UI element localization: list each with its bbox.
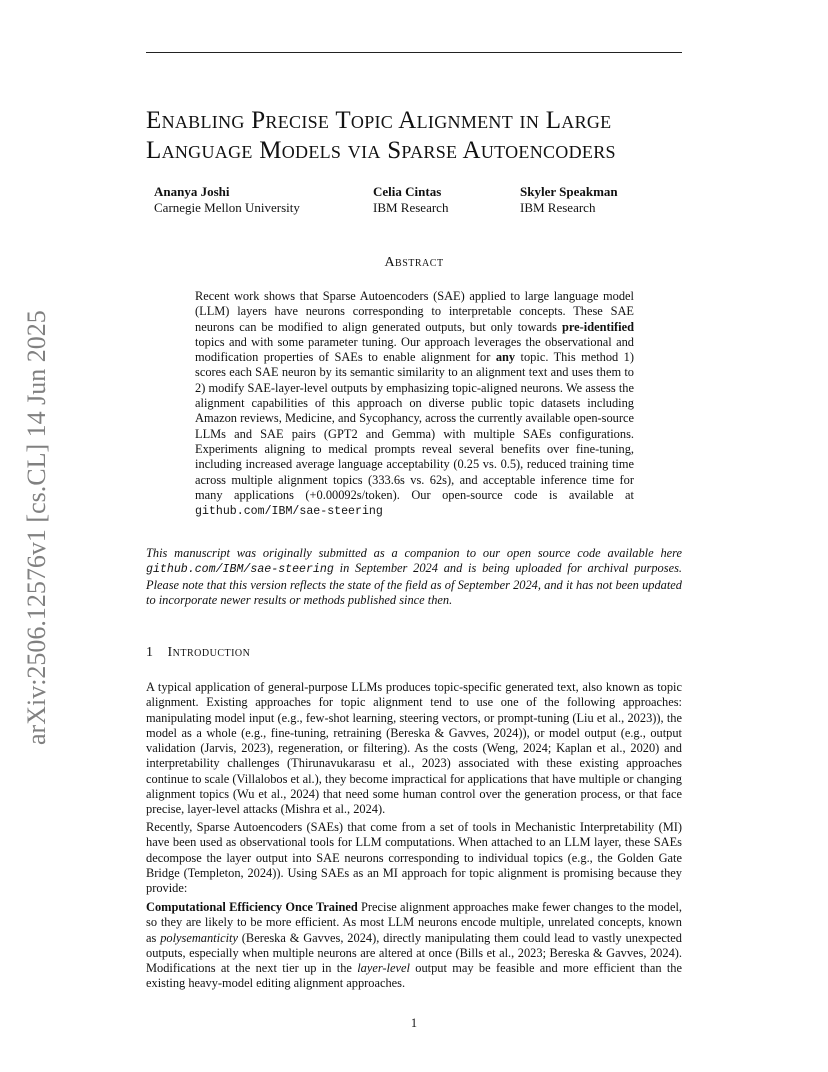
note-text: This manuscript was originally submitted as a companion to our open source code available here xyxy=(146,546,682,560)
paragraph-text: (Bereska & Gavves, 2024), directly manipulating them could lead to vastly unexpected outputs, especially when multiple neurons are altered at once (Bills et al., 2023; Bereska & Gavves, 2024). Modifications at the next tier up in the xyxy=(146,930,682,976)
arxiv-identifier[interactable]: arXiv:2506.12576v1 [cs.CL] 14 Jun 2025 xyxy=(22,310,51,745)
abstract-emphasis: any xyxy=(495,350,516,365)
author-3 xyxy=(520,184,618,216)
author-affiliation: IBM Research xyxy=(373,200,449,215)
abstract-body xyxy=(195,289,634,519)
section-title: Introduction xyxy=(167,645,251,660)
paragraph-run-in-heading: Computational Efficiency Once Trained xyxy=(146,900,358,914)
code-link[interactable]: github.com/IBM/sae-steering xyxy=(146,563,334,577)
author-affiliation: IBM Research xyxy=(520,200,596,215)
author-1 xyxy=(154,184,300,216)
paragraph-text: output may be feasible and more efficient than the existing heavy-model editing alignment approaches. xyxy=(146,961,682,991)
section-number: 1 xyxy=(146,645,154,660)
paragraph: A typical application of general-purpose LLMs produces topic-specific generated text, also known as topic alignment. Existing approaches for topic alignment tend to use one of the following approaches: manipulating model input (e.g., few-shot learning, steering vectors, or prompt-tuning (Liu et al., 2023)), the model as a whole (e.g., fine-tuning, retraining (Bereska & Gavves, 2024)), or model output (e.g., output validation (Jarvis, 2023), regeneration, or filtering). As the costs (Weng, 2024; Kaplan et al., 2020) and interpretability challenges (Thirunavukarasu et al., 2023) associated with these existing approaches continue to scale (Villalobos et al.), they become impractical for applications that have multiple or changing alignment topics (Wu et al., 2024) that need some human control over the generation process, or that face precise, layer-level attacks (Mishra et al., 2024). xyxy=(146,680,682,817)
abstract-text: topics and with some parameter tuning. Our approach leverages the observational and modification properties of SAEs to enable alignment for xyxy=(195,334,634,365)
paragraph xyxy=(146,900,682,992)
code-link[interactable]: github.com/IBM/sae-steering xyxy=(195,505,383,519)
abstract-text: topic. This method 1) scores each SAE neuron by its semantic similarity to an alignment text and uses them to 2) modify SAE-layer-level outputs by emphasizing topic-aligned neurons. We assess the alignment capabilities of this approach on diverse public topic datasets including Amazon reviews, Medicine, and Sycophancy, across the currently available open-source LLMs and SAE pairs (GPT2 and Gemma) with multiple SAEs configurations. Experiments aligning to medical prompts reveal several benefits over fine-tuning, including increased average language acceptability (0.25 vs. 0.5), reduced training time across multiple alignment topics (333.6s vs. 62s), and acceptable inference time for many applications (+0.00092s/token). Our open-source code is available at xyxy=(195,350,634,502)
page-number: 1 xyxy=(410,1016,418,1030)
author-name: Celia Cintas xyxy=(373,184,442,199)
top-rule xyxy=(146,52,682,53)
title-line-1: Enabling Precise Topic Alignment in Large xyxy=(146,107,612,134)
paragraph-emphasis: layer-level xyxy=(357,961,410,976)
title-line-2: Language Models via Sparse Autoencoders xyxy=(146,137,616,164)
section-heading xyxy=(146,645,250,661)
note-text: in September 2024 and is being uploaded for archival purposes. Please note that this version reflects the state of the field as of September 2024, and it has not been updated to incorporate newer results or methods published since then. xyxy=(146,561,682,607)
paper-title xyxy=(146,106,706,166)
paragraph-emphasis: polysemanticity xyxy=(160,930,238,945)
author-affiliation: Carnegie Mellon University xyxy=(154,200,300,215)
abstract-text: Recent work shows that Sparse Autoencoders (SAE) applied to large language model (LLM) layers have neurons corresponding to interpretable concepts. These SAE neurons can be modified to align generated outputs, but only towards xyxy=(195,289,634,334)
archival-note xyxy=(146,546,682,608)
paragraph-text: Precise alignment approaches make fewer changes to the model, so they are likely to be more efficient. As most LLM neurons encode multiple, unrelated concepts, known as xyxy=(146,900,682,945)
author-name: Ananya Joshi xyxy=(154,184,230,199)
paragraph: Recently, Sparse Autoencoders (SAEs) that come from a set of tools in Mechanistic Interpretability (MI) have been used as observational tools for LLM computations. When attached to an LLM layer, these SAEs decompose the layer output into SAE neurons corresponding to individual topics (e.g., the Golden Gate Bridge (Templeton, 2024)). Using SAEs as an MI approach for topic alignment is promising because they provide: xyxy=(146,820,682,896)
abstract-heading: Abstract xyxy=(384,255,444,270)
author-2 xyxy=(373,184,448,216)
abstract-emphasis: pre-identified xyxy=(561,319,634,334)
author-name: Skyler Speakman xyxy=(520,184,618,199)
